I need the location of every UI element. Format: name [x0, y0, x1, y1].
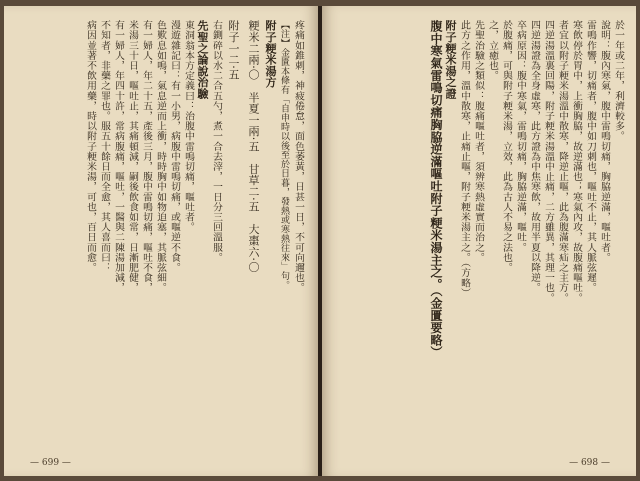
note-column: 【注】金匱本條有「自申時以後至於日暮，發熱或寒熱往來」句。	[279, 20, 289, 290]
text-column: 四逆湯溫裏回陽，附子粳米湯溫中止痛，二方雖異，其理一也。	[543, 20, 554, 303]
page-number: — 698 —	[569, 458, 610, 468]
text-column: 東洞翁本方定義曰：治腹中雷鳴切痛，嘔吐者。	[183, 20, 194, 233]
right-page	[322, 6, 636, 476]
text-column: 漫遊雜記曰：有一小男，病腹中雷鳴切痛，或嘔逆不食。	[169, 20, 180, 273]
text-column: 卒病原因：腹中寒氣，雷鳴切痛，胸脇逆滿，嘔吐。	[515, 20, 526, 253]
right-page-text	[430, 20, 624, 440]
prescription-column: 粳米二兩·〇 半夏一兩·五 甘草二·五 大棗六·〇	[247, 20, 260, 273]
text-column: 四逆湯證為全身虛寒，此方證為中焦寒飲，故用半夏以降逆。	[529, 20, 540, 293]
text-column: 有一婦人，年二十五，產後三月，腹中雷鳴切痛，嘔吐不食，	[141, 20, 152, 293]
text-column: 色歎息如鳴，氣息逆而上衝，時時胸中如物迫塞，其脈弦細。	[155, 20, 166, 293]
text-column: 右鍘碎以水二合五勺，煮一合去滓，一日分三回溫服。	[211, 20, 222, 263]
text-column: 雷鳴作響，切痛者，腹中如刀刺也，嘔吐不止，其人脈弦遲。	[585, 20, 596, 293]
text-column: 不知者，非藥之罪也。服五十餘日而全愈，其人喜而曰：	[99, 20, 110, 273]
text-column: 於腹痛，可與附子粳米湯，立效，此為古人不易之法也。	[501, 20, 512, 273]
left-page-text	[84, 20, 304, 440]
section-heading: 附子粳米湯之證	[444, 20, 457, 100]
text-column: 之，立癒也。	[487, 20, 498, 81]
text-column: 寒飲停於胃中，上衝胸脇，故逆滿也；寒氣內攻，故腹痛嘔吐。	[571, 20, 582, 303]
text-column: 者宜以附子粳米湯溫中散寒，降逆止嘔，此為腹滿寒疝之主方。	[557, 20, 568, 303]
section-heading: 先聖之論說治驗	[196, 20, 209, 100]
text-column: 於一年或二年，利濟較多。	[613, 20, 624, 142]
page-number: — 699 —	[30, 458, 71, 468]
text-column: 此方之作用，溫中散寒，止痛止嘔，附子粳米湯主之。（方略）	[459, 20, 470, 298]
text-column: 先聖治驗之類似：腹痛嘔吐者，須辨寒熱虛實而治之。	[473, 20, 484, 263]
left-page	[4, 6, 318, 476]
text-column: 病因並著不飲用藥，時以附子粳米湯，可也，百日而愈。	[85, 20, 96, 273]
text-column: 疼痛如錐刺，神疲倦怠，面色萎黃，日甚一日，不可向邇也。	[293, 20, 304, 293]
prescription-column: 附子一二·五	[227, 20, 240, 81]
text-column: 有一婦人，年四十許，常病腹痛，嘔吐，一醫與二陳湯加減，	[113, 20, 124, 293]
chapter-heading: 腹中寒氣雷鳴切痛胸脇逆滿嘔吐附子粳米湯主之。（金匱要略）	[429, 20, 443, 359]
book-spread	[4, 6, 636, 476]
text-column: 米湯三十日，嘔吐止，其痛頓減，嗣後飲食如常，日漸肥健，	[127, 20, 138, 293]
text-column: 說明：腹內寒氣，腹中雷鳴切痛，胸脇逆滿，嘔吐者。	[599, 20, 610, 263]
section-heading: 附子粳米湯方	[264, 20, 277, 88]
